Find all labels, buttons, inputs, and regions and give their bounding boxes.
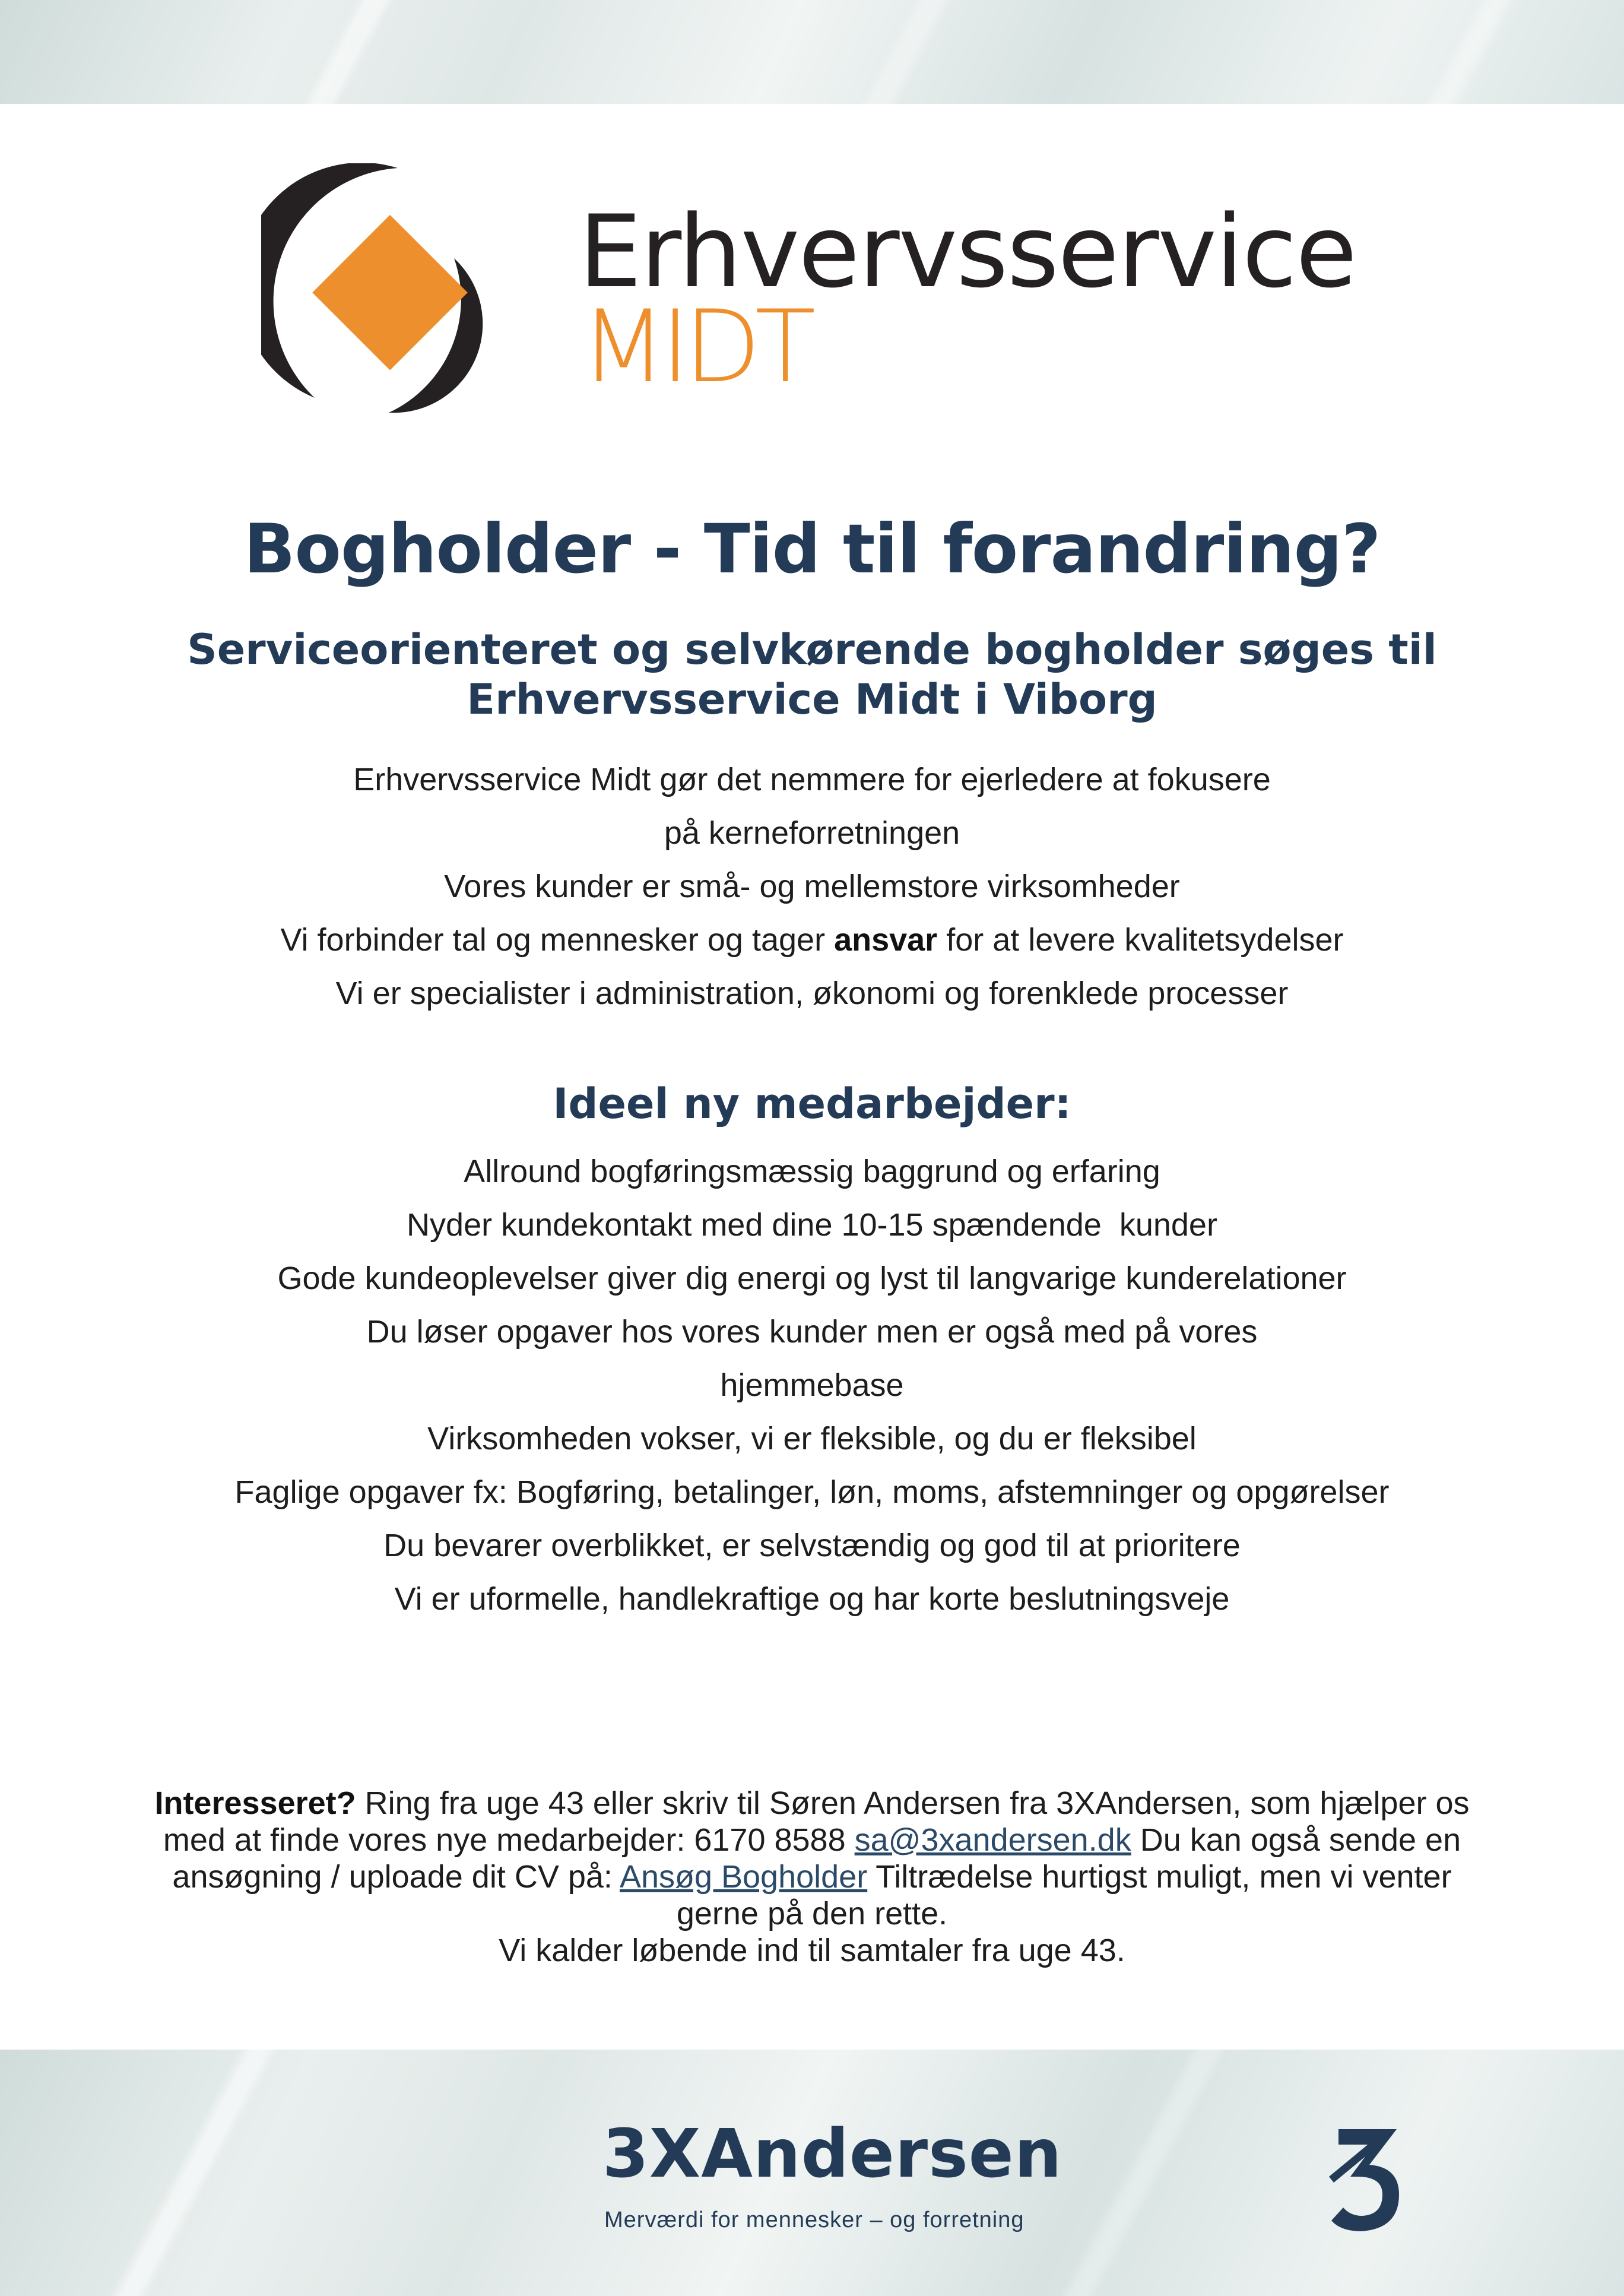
contact-text-part: Ring fra uge 43 eller skriv til Søren Andersen fra 3XAndersen, som hjælper os med at finde vores nye medarbejder: 6170 8588 [163,1785,1470,1858]
quality-item: Allround bogføringsmæssig baggrund og erfaring [464,1154,1160,1189]
company-intro [0,753,1624,1020]
ideal-employee-heading: Ideel ny medarbejder: [553,1079,1071,1128]
apply-link[interactable]: Ansøg Bogholder [619,1859,868,1895]
intro-line [0,913,1624,967]
intro-line: Erhvervsservice Midt gør det nemmere for ejerledere at fokusere [353,762,1271,797]
logo-mark-icon [261,163,534,430]
email-link[interactable]: sa@3xandersen.dk [854,1822,1131,1858]
intro-bold-word: ansvar [834,922,938,958]
qualities-list [0,1145,1624,1626]
quality-item: Nyder kundekontakt med dine 10-15 spændende kunder [407,1207,1217,1243]
intro-line: på kerneforretningen [664,815,960,851]
quality-item: Gode kundeoplevelser giver dig energi og lyst til langvarige kunderelationer [277,1261,1347,1296]
footer-brand-name: 3XAndersen [602,2116,1062,2193]
subtitle-line: Serviceorienteret og selvkørende bogholder søges til [187,625,1437,674]
quality-item: hjemmebase [720,1367,904,1403]
contact-text-part: Tiltrædelse hurtigst muligt, men vi venter gerne på den rette. [676,1859,1452,1931]
contact-paragraph [0,1785,1624,1969]
band-light-streak [1045,2050,1233,2296]
page-title: Bogholder - Tid til forandring? [243,509,1381,588]
quality-item: Faglige opgaver fx: Bogføring, betalinger, løn, moms, afstemninger og opgørelser [234,1474,1390,1510]
band-light-streak [1411,0,1521,104]
intro-text: Vi forbinder tal og mennesker og tager [280,922,835,958]
logo-word-erhvervsservice: Erhvervsservice [579,194,1356,310]
contact-lead: Interesseret? [154,1785,356,1821]
quality-item: Vi er uformelle, handlekraftige og har korte beslutningsveje [394,1581,1230,1617]
intro-line: Vores kunder er små- og mellemstore virksomheder [444,869,1180,904]
quality-item: Virksomheden vokser, vi er fleksible, og du er fleksibel [427,1421,1197,1456]
top-decorative-band [0,0,1624,104]
subtitle [0,625,1624,724]
contact-text-part: Du kan også sende en ansøgning / uploade dit CV på: [172,1822,1461,1895]
intro-text: for at levere kvalitetsydelser [937,922,1344,958]
subtitle-line: Erhvervsservice Midt i Viborg [467,675,1157,724]
band-light-streak [847,0,957,104]
intro-line: Vi er specialister i administration, økonomi og forenklede processer [335,976,1289,1011]
logo-word-midt: MIDT [581,289,810,405]
contact-text [148,1785,1476,1932]
contact-last-line: Vi kalder løbende ind til samtaler fra uge 43. [499,1933,1125,1968]
band-light-streak [96,2050,284,2296]
footer-tagline: Merværdi for mennesker – og forretning [604,2208,1024,2232]
erhvervsservice-midt-logo [261,163,1356,430]
band-light-streak [289,0,399,104]
quality-item: Du løser opgaver hos vores kunder men er også med på vores [366,1314,1258,1350]
3x-brand-mark-icon [1327,2118,1410,2237]
quality-item: Du bevarer overblikket, er selvstændig og god til at prioritere [383,1528,1241,1563]
